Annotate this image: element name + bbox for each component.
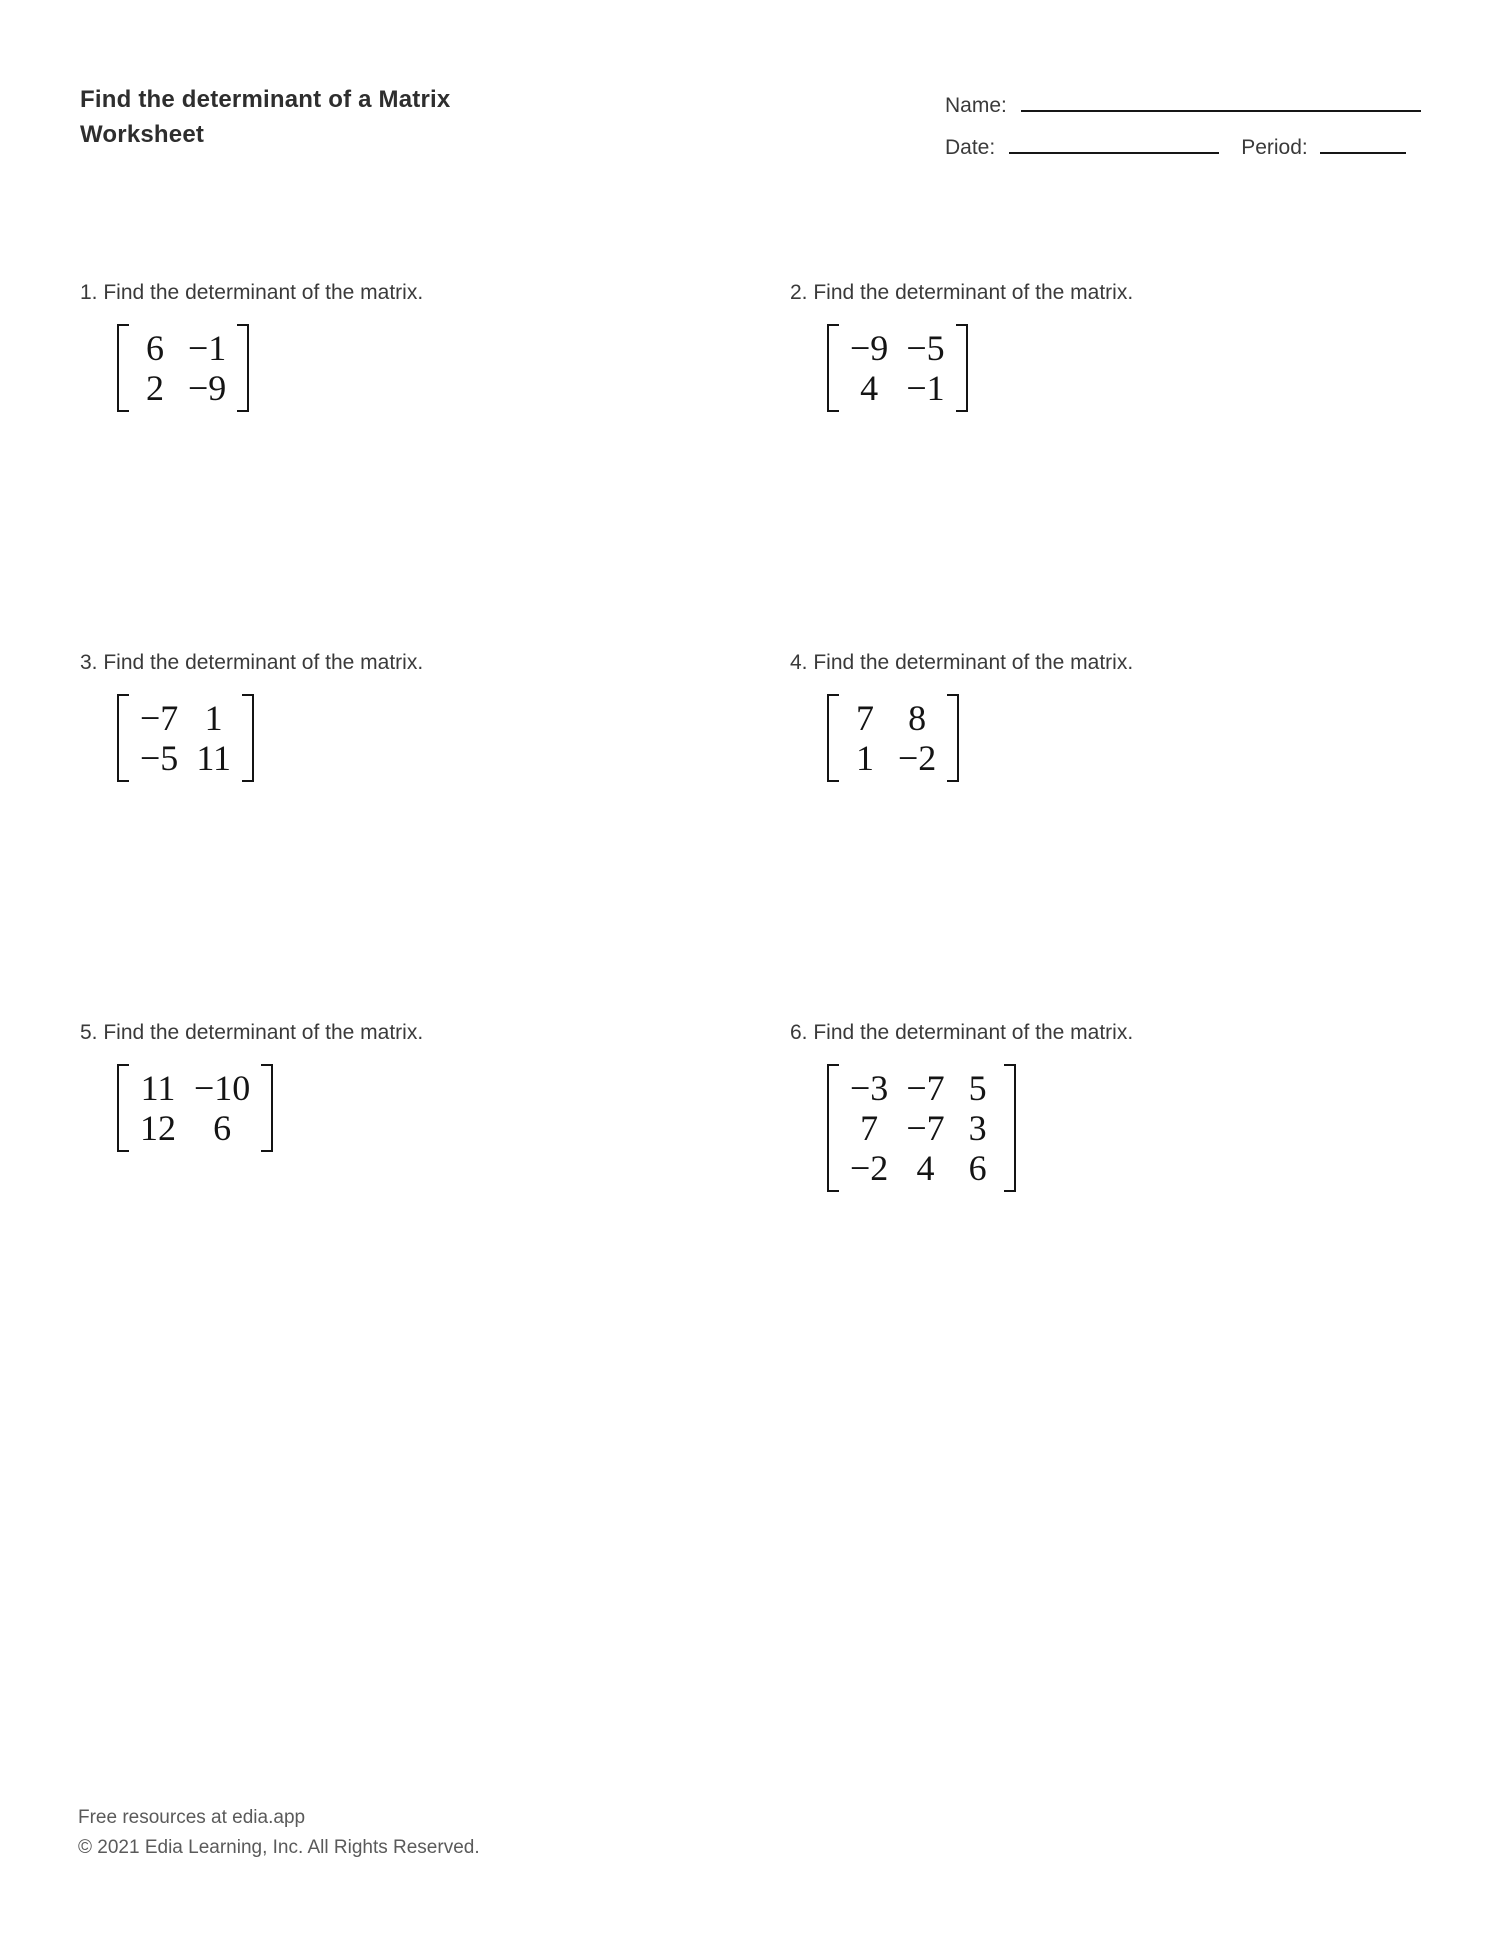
- right-bracket-icon: [956, 324, 968, 412]
- matrix-entry: 6: [213, 1108, 232, 1148]
- name-row: [945, 93, 1421, 118]
- problem-3-prompt: [80, 648, 790, 677]
- problem-6-matrix: [827, 1064, 1016, 1192]
- problem-6-prompt: [790, 1018, 1420, 1047]
- matrix-entry: −7: [906, 1068, 945, 1108]
- problem-1-prompt: [80, 278, 790, 307]
- problem-number: 3.: [80, 651, 104, 674]
- matrix-entry: 7: [860, 1108, 879, 1148]
- problem-prompt-text: Find the determinant of the matrix.: [813, 651, 1134, 674]
- date-period-row: [945, 135, 1421, 160]
- student-info-fields: [945, 93, 1421, 160]
- matrix-entry: 11: [140, 1068, 176, 1108]
- matrix-entry: −7: [906, 1108, 945, 1148]
- matrix-entry: −9: [188, 368, 227, 408]
- left-bracket-icon: [117, 694, 129, 782]
- name-blank-line: [1021, 93, 1421, 112]
- matrix-entry: −1: [188, 328, 227, 368]
- problem-prompt-text: Find the determinant of the matrix.: [103, 1021, 424, 1044]
- footer: [78, 1803, 480, 1863]
- matrix-entries: [839, 324, 956, 412]
- problem-4-matrix: [827, 694, 959, 782]
- matrix-entry: 4: [860, 368, 879, 408]
- left-bracket-icon: [117, 324, 129, 412]
- matrix-entry: −9: [850, 328, 889, 368]
- matrix-entry: 1: [204, 698, 223, 738]
- footer-copyright-text: © 2021 Edia Learning, Inc. All Rights Reserved.: [78, 1837, 480, 1858]
- problem-number: 2.: [790, 281, 814, 304]
- matrix-entries: [129, 1064, 261, 1152]
- matrix-entry: 7: [856, 698, 874, 738]
- matrix-entry: 6: [146, 328, 164, 368]
- matrix-entry: 11: [196, 738, 231, 778]
- matrix-entry: −3: [850, 1068, 889, 1108]
- name-label: Name:: [945, 94, 1007, 117]
- right-bracket-icon: [1004, 1064, 1016, 1192]
- problem-5: [80, 1018, 790, 1388]
- matrix-entries: [839, 1064, 1004, 1192]
- matrix-entry: −2: [850, 1148, 889, 1188]
- problem-2-matrix: [827, 324, 968, 412]
- footer-resources-text: Free resources at edia.app: [78, 1807, 306, 1828]
- problem-3-matrix: [117, 694, 254, 782]
- matrix-entry: 4: [916, 1148, 935, 1188]
- period-blank-line: [1320, 135, 1406, 154]
- matrix-entries: [839, 694, 947, 782]
- problem-number: 4.: [790, 651, 814, 674]
- problem-4: [790, 648, 1420, 1018]
- matrix-entry: −10: [194, 1068, 251, 1108]
- left-bracket-icon: [827, 694, 839, 782]
- matrix-entry: −7: [140, 698, 179, 738]
- problem-5-prompt: [80, 1018, 790, 1047]
- matrix-entry: −2: [898, 738, 937, 778]
- problem-2: [790, 278, 1420, 648]
- matrix-entries: [129, 324, 237, 412]
- problem-prompt-text: Find the determinant of the matrix.: [813, 1021, 1134, 1044]
- matrix-entry: 2: [146, 368, 164, 408]
- problem-number: 5.: [80, 1021, 104, 1044]
- left-bracket-icon: [117, 1064, 129, 1152]
- problem-prompt-text: Find the determinant of the matrix.: [103, 281, 424, 304]
- problem-number: 6.: [790, 1021, 814, 1044]
- matrix-entries: [129, 694, 242, 782]
- page-title: [80, 82, 450, 152]
- matrix-entry: 12: [140, 1108, 176, 1148]
- matrix-entry: −1: [906, 368, 945, 408]
- title-line-2: Worksheet: [80, 121, 205, 148]
- problem-prompt-text: Find the determinant of the matrix.: [813, 281, 1134, 304]
- problem-4-prompt: [790, 648, 1420, 677]
- right-bracket-icon: [947, 694, 959, 782]
- matrix-entry: 6: [968, 1148, 987, 1188]
- matrix-entry: 3: [968, 1108, 987, 1148]
- right-bracket-icon: [242, 694, 254, 782]
- problem-prompt-text: Find the determinant of the matrix.: [103, 651, 424, 674]
- left-bracket-icon: [827, 324, 839, 412]
- problem-1: [80, 278, 790, 648]
- problem-number: 1.: [80, 281, 104, 304]
- matrix-entry: −5: [906, 328, 945, 368]
- matrix-entry: 8: [908, 698, 927, 738]
- problems-grid: [80, 278, 1420, 1388]
- matrix-entry: 5: [968, 1068, 987, 1108]
- period-label: Period:: [1241, 136, 1308, 159]
- problem-6: [790, 1018, 1420, 1388]
- matrix-entry: −5: [140, 738, 179, 778]
- right-bracket-icon: [237, 324, 249, 412]
- problem-2-prompt: [790, 278, 1420, 307]
- date-blank-line: [1009, 135, 1219, 154]
- date-label: Date:: [945, 136, 996, 159]
- problem-1-matrix: [117, 324, 249, 412]
- matrix-entry: 1: [856, 738, 874, 778]
- problem-3: [80, 648, 790, 1018]
- title-line-1: Find the determinant of a Matrix: [80, 86, 451, 113]
- left-bracket-icon: [827, 1064, 839, 1192]
- problem-5-matrix: [117, 1064, 273, 1152]
- right-bracket-icon: [261, 1064, 273, 1152]
